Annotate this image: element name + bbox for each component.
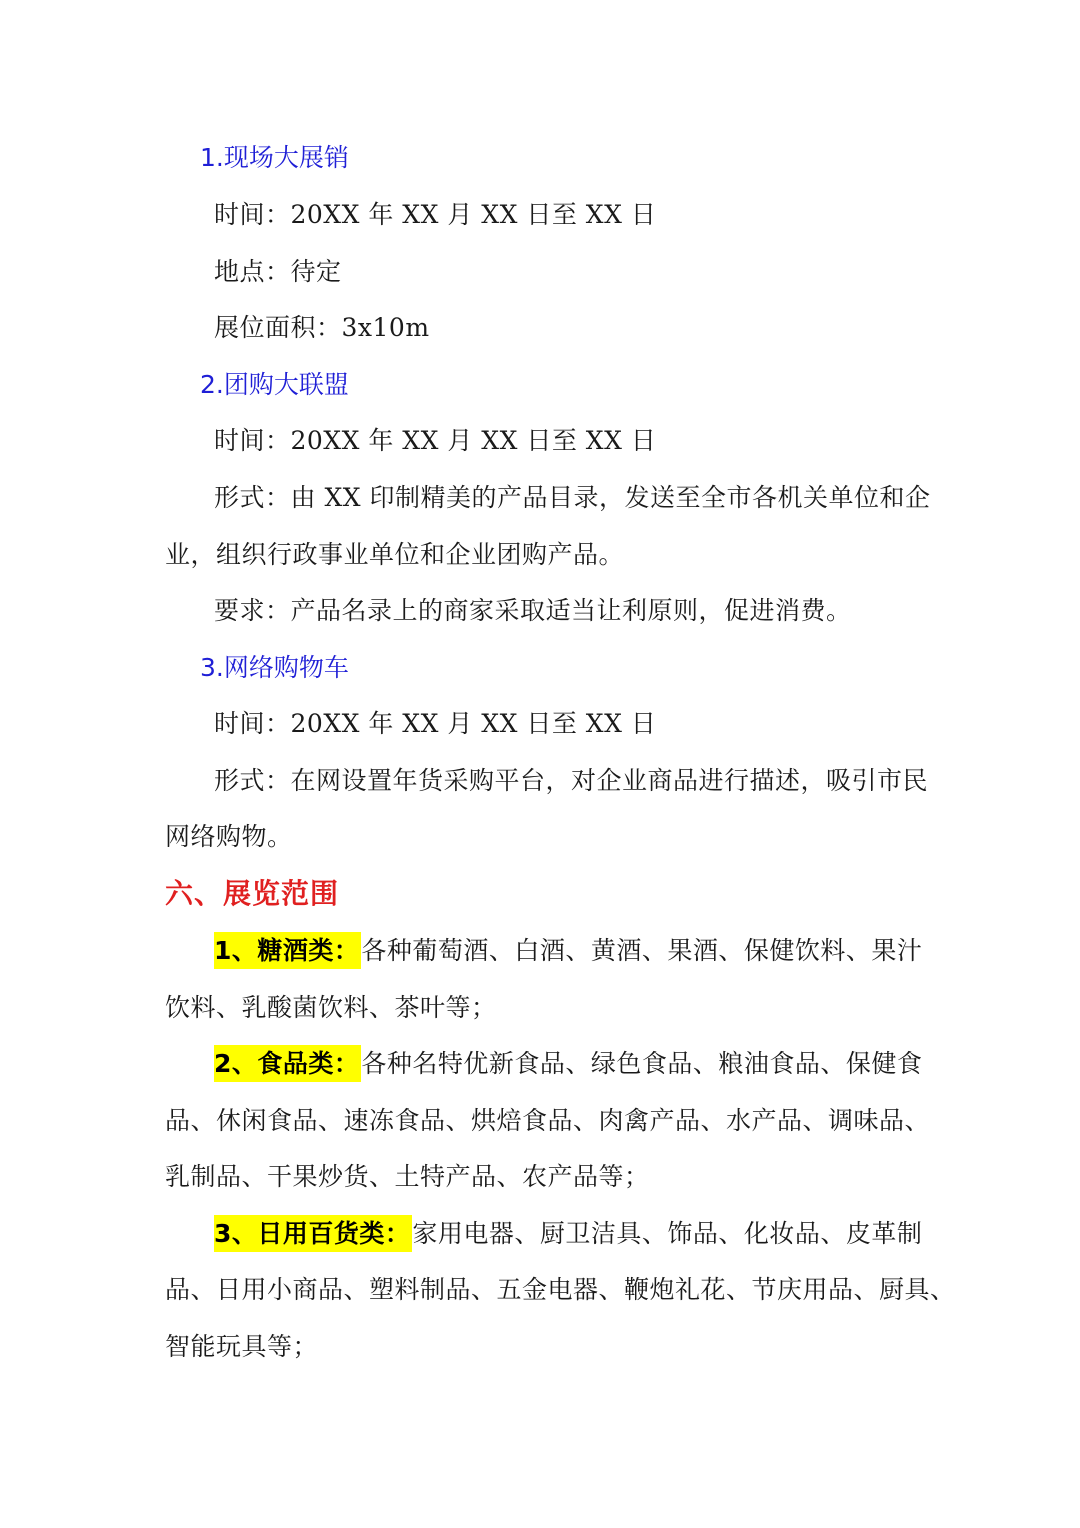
item2-title: 2.团购大联盟 [200, 370, 349, 399]
cat2-text1: 各种名特优新食品、绿色食品、粮油食品、保健食 [361, 1049, 923, 1078]
section6-heading: 六、展览范围 [165, 877, 340, 910]
item2-form-line2: 业，组织行政事业单位和企业团购产品。 [165, 540, 625, 569]
cat1-text1: 各种葡萄酒、白酒、黄酒、果酒、保健饮料、果汁 [361, 936, 923, 965]
item2-form-line1: 形式：由 XX 印制精美的产品目录，发送至全市各机关单位和企 [214, 483, 931, 512]
item2-requirement: 要求：产品名录上的商家采取适当让利原则，促进消费。 [214, 596, 852, 625]
cat2-line2: 品、休闲食品、速冻食品、烘焙食品、肉禽产品、水产品、调味品、 [165, 1106, 931, 1135]
cat1-line1 [214, 934, 922, 968]
item3-form-line1: 形式：在网设置年货采购平台，对企业商品进行描述，吸引市民 [214, 766, 929, 795]
cat3-line3: 智能玩具等； [165, 1332, 319, 1361]
item1-title: 1.现场大展销 [200, 143, 349, 172]
item3-title: 3.网络购物车 [200, 653, 349, 682]
cat2-label: 2、食品类： [214, 1045, 361, 1082]
cat3-text1: 家用电器、厨卫洁具、饰品、化妆品、皮革制 [412, 1219, 923, 1248]
item1-place: 地点：待定 [214, 257, 342, 286]
cat1-line2: 饮料、乳酸菌饮料、茶叶等； [165, 993, 497, 1022]
cat2-line1 [214, 1047, 922, 1081]
item1-time: 时间：20XX 年 XX 月 XX 日至 XX 日 [214, 200, 657, 229]
cat1-label: 1、糖酒类： [214, 932, 361, 969]
item1-area: 展位面积：3x10m [214, 313, 430, 342]
item2-time: 时间：20XX 年 XX 月 XX 日至 XX 日 [214, 426, 657, 455]
cat3-label: 3、日用百货类： [214, 1215, 412, 1252]
cat3-line1 [214, 1217, 922, 1251]
item3-time: 时间：20XX 年 XX 月 XX 日至 XX 日 [214, 709, 657, 738]
cat2-line3: 乳制品、干果炒货、土特产品、农产品等； [165, 1162, 650, 1191]
item3-form-line2: 网络购物。 [165, 822, 293, 851]
cat3-line2: 品、日用小商品、塑料制品、五金电器、鞭炮礼花、节庆用品、厨具、 [165, 1275, 956, 1304]
